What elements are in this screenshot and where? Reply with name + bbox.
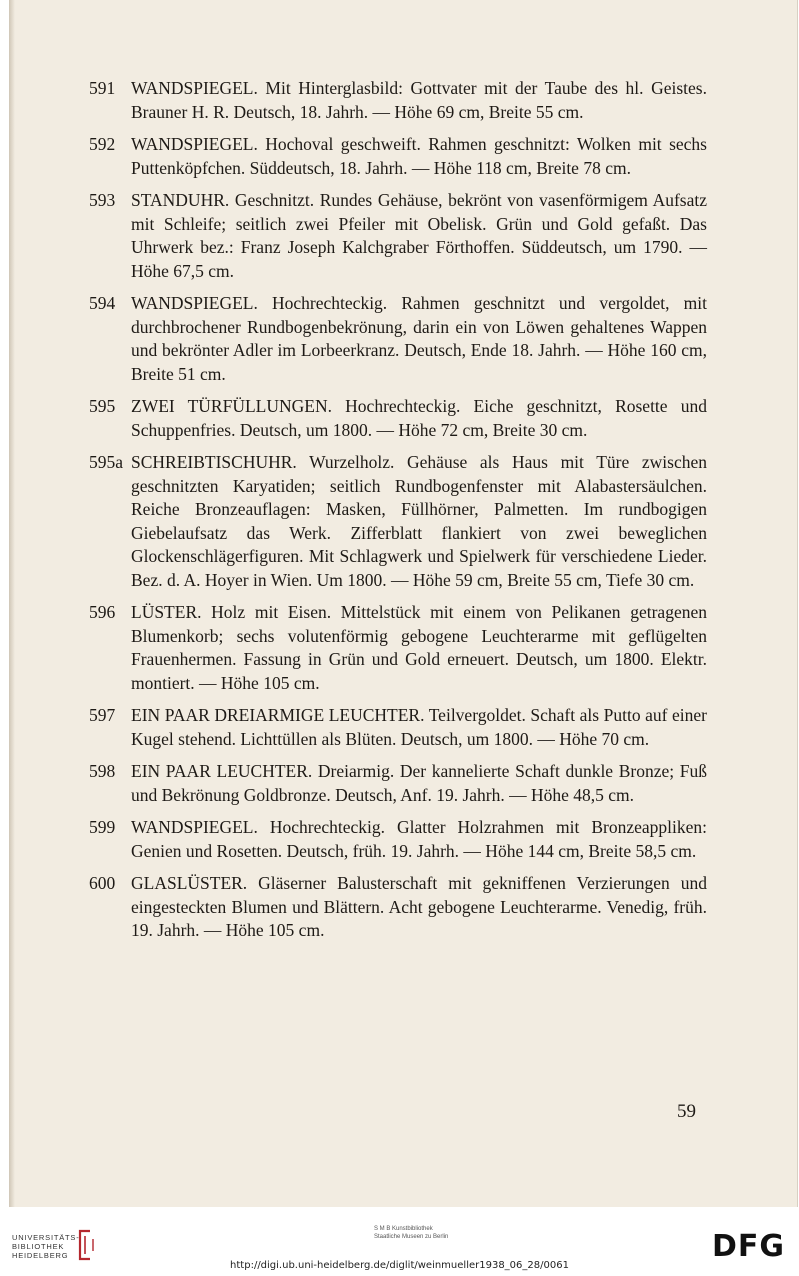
catalog-entry-594 <box>89 292 707 386</box>
source-url-link[interactable]: http://digi.ub.uni-heidelberg.de/diglit/weinmueller1938_06_28/0061 <box>230 1260 569 1271</box>
catalog-entry-600 <box>89 872 707 943</box>
university-library-label[interactable]: UNIVERSITÄTS- BIBLIOTHEK HEIDELBERG <box>12 1233 80 1260</box>
catalog-entry-595a <box>89 451 707 592</box>
lot-number: 591 <box>89 78 116 98</box>
heidelberg-logo-icon <box>72 1227 98 1263</box>
digitization-footer <box>0 1207 799 1276</box>
catalog-entry-595 <box>89 395 707 442</box>
catalog-entry-596 <box>89 601 707 695</box>
lot-description: STANDUHR. Geschnitzt. Rundes Gehäuse, bekrönt von vasenförmigem Aufsatz mit Schleife; seitlich zwei Pfeiler mit Obelisk. Grün und Gold gefaßt. Das Uhrwerk bez.: Franz Joseph Kalchgraber Förthoffen. Süddeutsch, um 1790. — Höhe 67,5 cm. <box>131 190 707 281</box>
library-stamp: S M B Kunstbibliothek Staatliche Museen zu Berlin <box>374 1226 449 1240</box>
lot-number: 594 <box>89 293 116 313</box>
lot-number: 600 <box>89 873 116 893</box>
lot-number: 593 <box>89 190 116 210</box>
lot-description: WANDSPIEGEL. Hochoval geschweift. Rahmen geschnitzt: Wolken mit sechs Puttenköpfchen. Süddeutsch, 18. Jahrh. — Höhe 118 cm, Breite 78 cm. <box>131 134 707 178</box>
lot-description: WANDSPIEGEL. Hochrechteckig. Rahmen geschnitzt und vergoldet, mit durchbrochener Rundbogenbekrönung, darin ein von Löwen gehaltenes Wappen und bekrönter Adler im Lorbeerkranz. Deutsch, Ende 18. Jahrh. — Höhe 160 cm, Breite 51 cm. <box>131 293 707 384</box>
page-number: 59 <box>677 1101 696 1122</box>
lot-description: LÜSTER. Holz mit Eisen. Mittelstück mit einem von Pelikanen getragenen Blumenkorb; sechs volutenförmig gebogene Leuchterarme mit geflügelten Frauenhermen. Fassung in Grün und Gold erneuert. Deutsch, um 1800. Elektr. montiert. — Höhe 105 cm. <box>131 602 707 693</box>
lot-number: 596 <box>89 602 116 622</box>
catalog-entry-592 <box>89 133 707 180</box>
lot-description: EIN PAAR DREIARMIGE LEUCHTER. Teilvergoldet. Schaft als Putto auf einer Kugel stehend. Lichttüllen als Blüten. Deutsch, um 1800. — Höhe 70 cm. <box>131 705 707 749</box>
dfg-logo[interactable]: DFG <box>712 1229 786 1264</box>
catalog-entry-593 <box>89 189 707 283</box>
lot-number: 597 <box>89 705 116 725</box>
catalog-entry-597 <box>89 704 707 751</box>
scanned-page <box>9 0 798 1207</box>
lot-description: EIN PAAR LEUCHTER. Dreiarmig. Der kannelierte Schaft dunkle Bronze; Fuß und Bekrönung Goldbronze. Deutsch, Anf. 19. Jahrh. — Höhe 48,5 cm. <box>131 761 707 805</box>
lot-description: ZWEI TÜRFÜLLUNGEN. Hochrechteckig. Eiche geschnitzt, Rosette und Schuppenfries. Deutsch, um 1800. — Höhe 72 cm, Breite 30 cm. <box>131 396 707 440</box>
lot-description: WANDSPIEGEL. Mit Hinterglasbild: Gottvater mit der Taube des hl. Geistes. Brauner H. R. Deutsch, 18. Jahrh. — Höhe 69 cm, Breite 55 cm. <box>131 78 707 122</box>
lot-description: SCHREIBTISCHUHR. Wurzelholz. Gehäuse als Haus mit Türe zwischen geschnitzten Karyatiden; seitlich Rundbogenfenster mit Alabastersäulchen. Reiche Bronzeauflagen: Masken, Füllhörner, Palmetten. Im rundbogigen Giebelaufsatz das Werk. Zifferblatt flankiert von zwei beweglichen Glockenschlägerfiguren. Mit Schlagwerk und Spielwerk für verschiedene Lieder. Bez. d. A. Hoyer in Wien. Um 1800. — Höhe 59 cm, Breite 55 cm, Tiefe 30 cm. <box>131 452 707 590</box>
lot-number: 598 <box>89 761 116 781</box>
lot-number: 595 <box>89 396 116 416</box>
catalog-entry-598 <box>89 760 707 807</box>
lot-number: 595a <box>89 452 124 472</box>
catalog-entry-599 <box>89 816 707 863</box>
lot-description: GLASLÜSTER. Gläserner Balusterschaft mit gekniffenen Verzierungen und eingesteckten Blumen und Blättern. Acht gebogene Leuchterarme. Venedig, früh. 19. Jahrh. — Höhe 105 cm. <box>131 873 707 940</box>
catalog-entries <box>89 77 707 952</box>
lot-number: 599 <box>89 817 116 837</box>
lot-number: 592 <box>89 134 116 154</box>
catalog-entry-591 <box>89 77 707 124</box>
lot-description: WANDSPIEGEL. Hochrechteckig. Glatter Holzrahmen mit Bronzeappliken: Genien und Rosetten. Deutsch, früh. 19. Jahrh. — Höhe 144 cm, Breite 58,5 cm. <box>131 817 707 861</box>
